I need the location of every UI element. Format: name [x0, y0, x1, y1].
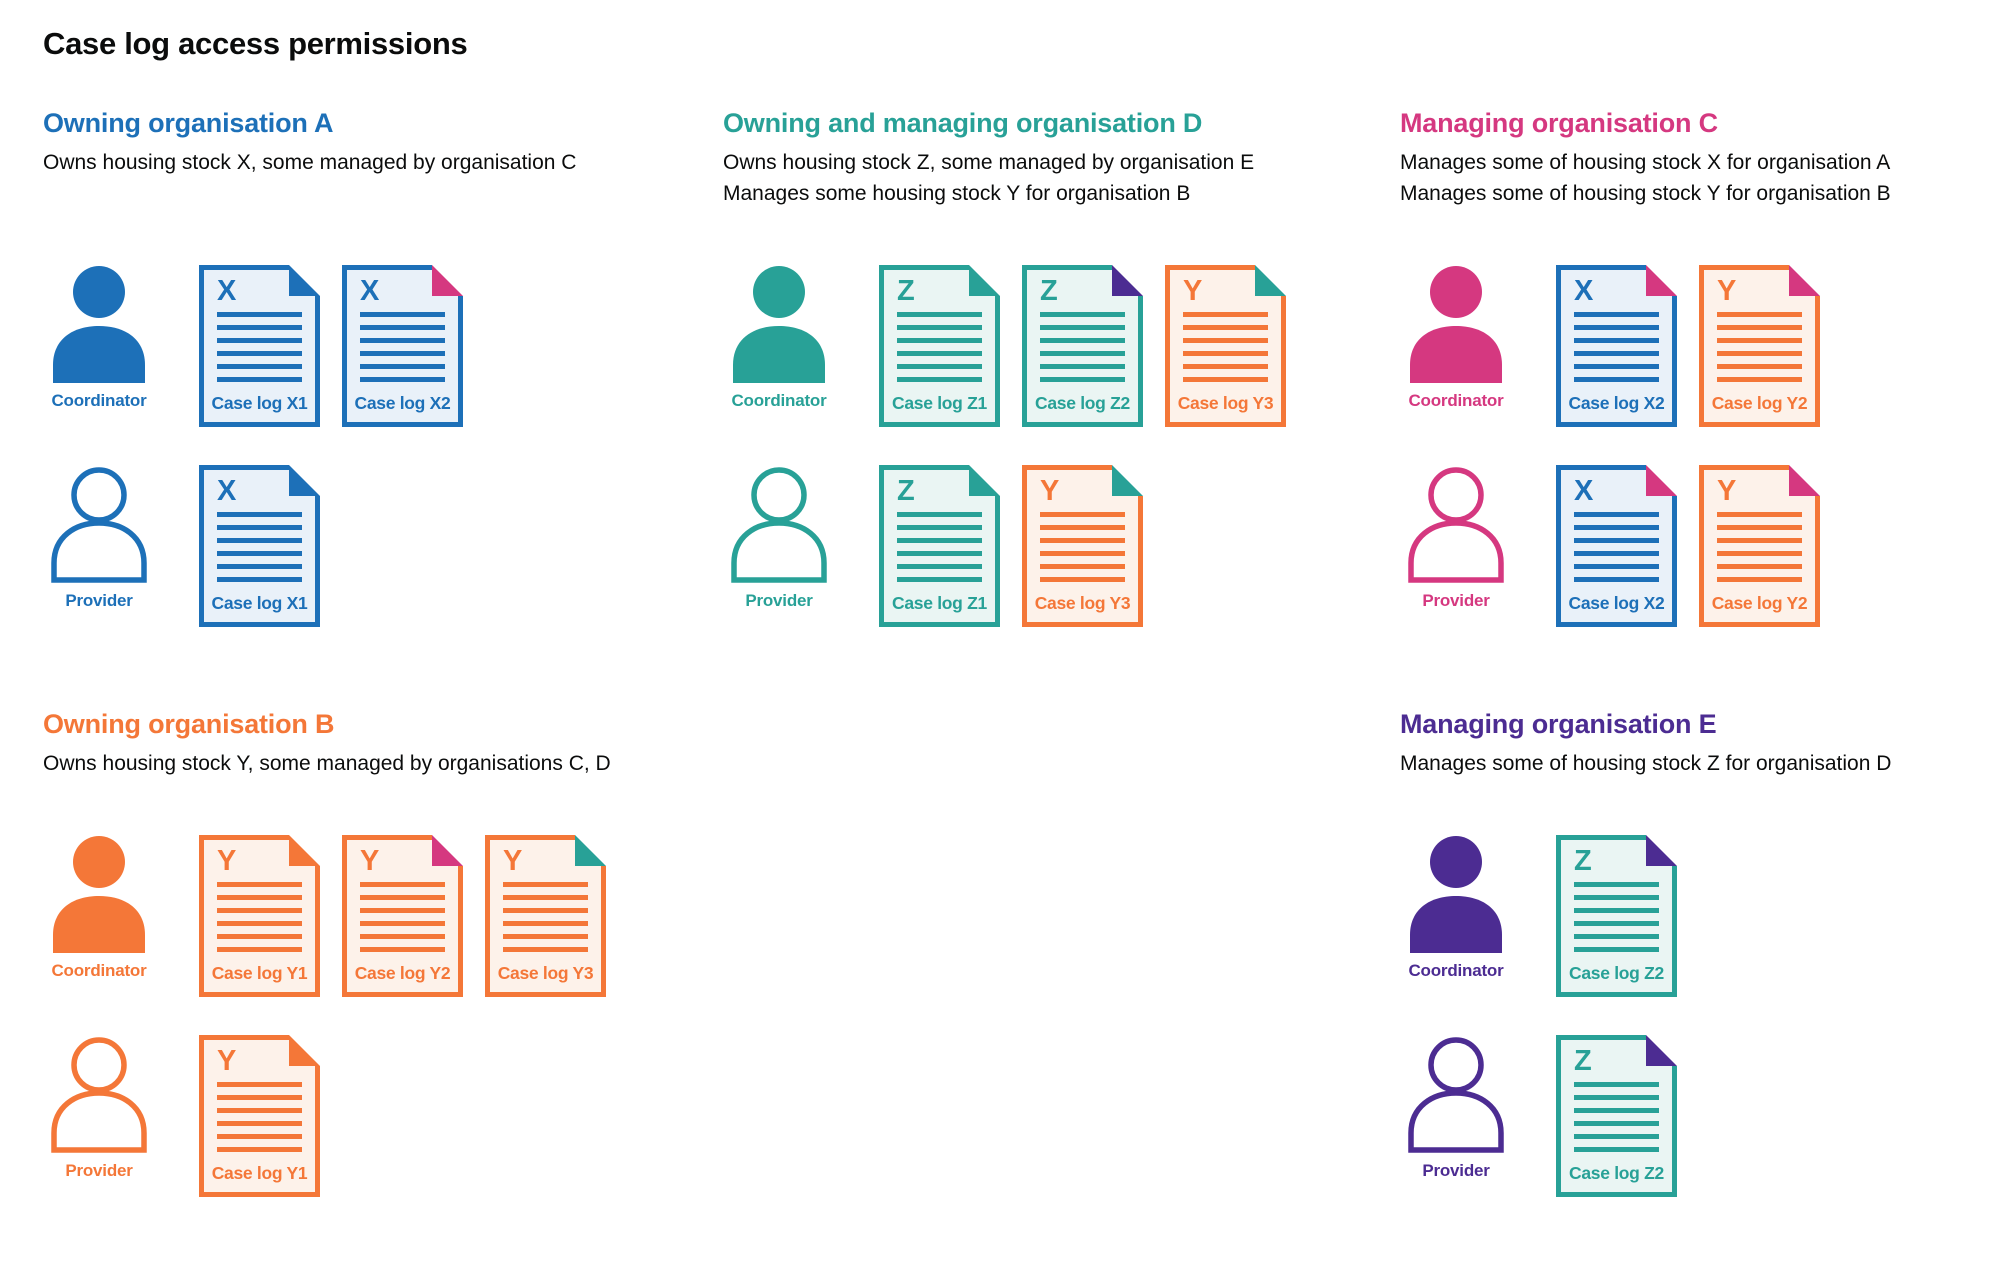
doc-text-line	[897, 538, 982, 543]
role-label: Provider	[1422, 591, 1490, 610]
doc-text-line	[1040, 551, 1125, 556]
section-description	[1400, 748, 2000, 779]
doc-fold-icon	[1112, 465, 1143, 496]
doc-letter: X	[1574, 475, 1594, 507]
role-row-provider	[43, 465, 723, 627]
doc-text-line	[360, 921, 445, 926]
case-log-doc	[1556, 465, 1677, 627]
slot-managing-organisation-e	[1400, 707, 2000, 1197]
doc-text-lines-icon	[1574, 312, 1659, 390]
doc-text-line	[217, 312, 302, 317]
case-log-doc	[879, 265, 1000, 427]
doc-label: Case log Y1	[211, 1163, 308, 1183]
doc-fold-icon	[969, 265, 1000, 296]
doc-text-line	[1183, 338, 1268, 343]
doc-text-line	[1717, 564, 1802, 569]
doc-text-line	[217, 1108, 302, 1113]
doc-text-line	[360, 895, 445, 900]
case-log-doc	[199, 465, 320, 627]
doc-text-line	[1040, 325, 1125, 330]
doc-text-line	[1717, 338, 1802, 343]
role-label: Coordinator	[51, 961, 147, 980]
doc-fold-icon	[289, 1035, 320, 1066]
doc-text-line	[1574, 325, 1659, 330]
doc-label: Case log Y2	[1711, 593, 1808, 613]
doc-text-line	[1040, 338, 1125, 343]
doc-fold-icon	[575, 835, 606, 866]
doc-text-line	[897, 351, 982, 356]
role-label: Coordinator	[51, 391, 147, 410]
doc-text-line	[1574, 1082, 1659, 1087]
slot-owning-organisation-a	[43, 106, 723, 627]
doc-text-lines-icon	[217, 512, 302, 590]
doc-text-line	[897, 577, 982, 582]
section-description-line: Owns housing stock X, some managed by organisation C	[43, 151, 577, 174]
doc-letter: Z	[1574, 845, 1592, 877]
doc-text-line	[1717, 512, 1802, 517]
role-label: Provider	[1422, 1161, 1490, 1180]
doc-text-lines-icon	[503, 882, 588, 960]
doc-text-line	[217, 895, 302, 900]
doc-text-lines-icon	[1717, 312, 1802, 390]
doc-text-lines-icon	[217, 312, 302, 390]
doc-text-line	[1040, 577, 1125, 582]
role-row-provider	[1400, 465, 2000, 627]
doc-text-lines-icon	[897, 512, 982, 590]
doc-text-line	[503, 947, 588, 952]
role-row-coordinator	[723, 265, 1400, 427]
doc-text-line	[1574, 551, 1659, 556]
section-description-line: Owns housing stock Y, some managed by organisations C, D	[43, 752, 611, 775]
doc-text-line	[360, 312, 445, 317]
section-title: Owning organisation A	[43, 108, 334, 138]
doc-text-line	[217, 338, 302, 343]
page-title: Case log access permissions	[43, 26, 468, 61]
doc-text-line	[1040, 377, 1125, 382]
doc-text-line	[217, 525, 302, 530]
doc-text-line	[360, 934, 445, 939]
doc-text-lines-icon	[1574, 512, 1659, 590]
doc-text-line	[217, 364, 302, 369]
doc-text-line	[217, 577, 302, 582]
doc-text-line	[503, 895, 588, 900]
person-icon	[49, 265, 149, 385]
doc-text-line	[217, 351, 302, 356]
doc-text-line	[897, 312, 982, 317]
doc-label: Case log X2	[1568, 393, 1665, 413]
role-row-provider	[43, 1035, 723, 1197]
doc-text-line	[1574, 947, 1659, 952]
doc-text-line	[217, 1121, 302, 1126]
doc-text-line	[217, 538, 302, 543]
case-log-doc	[199, 835, 320, 997]
doc-text-line	[1574, 512, 1659, 517]
doc-text-line	[360, 947, 445, 952]
doc-text-line	[217, 564, 302, 569]
doc-text-line	[1574, 577, 1659, 582]
doc-text-lines-icon	[360, 312, 445, 390]
doc-text-line	[1574, 934, 1659, 939]
doc-text-line	[503, 882, 588, 887]
section-description	[43, 147, 723, 209]
role-label: Coordinator	[1408, 961, 1504, 980]
provider-figure	[43, 1035, 155, 1181]
doc-letter: Y	[217, 1045, 237, 1077]
case-log-doc	[342, 835, 463, 997]
doc-letter: Y	[217, 845, 237, 877]
section-title: Managing organisation C	[1400, 108, 1718, 138]
role-row-coordinator	[43, 835, 723, 997]
doc-fold-icon	[1646, 465, 1677, 496]
doc-letter: Y	[1717, 475, 1737, 507]
coordinator-figure	[43, 265, 155, 411]
slot-managing-organisation-c	[1400, 106, 2000, 627]
doc-text-line	[1717, 312, 1802, 317]
doc-text-lines-icon	[1183, 312, 1268, 390]
doc-text-line	[1040, 312, 1125, 317]
doc-text-line	[503, 908, 588, 913]
doc-fold-icon	[432, 265, 463, 296]
doc-text-line	[897, 564, 982, 569]
doc-text-line	[360, 338, 445, 343]
doc-text-lines-icon	[1574, 1082, 1659, 1160]
doc-text-line	[360, 908, 445, 913]
doc-text-line	[897, 377, 982, 382]
sections-grid	[43, 106, 2000, 1197]
doc-text-line	[1574, 1147, 1659, 1152]
doc-text-line	[1574, 1134, 1659, 1139]
role-row-coordinator	[1400, 265, 2000, 427]
section-description-line: Manages some of housing stock X for organisation A	[1400, 151, 1891, 174]
doc-text-line	[360, 882, 445, 887]
section-title: Managing organisation E	[1400, 709, 1717, 739]
doc-letter: X	[217, 275, 237, 307]
provider-figure	[723, 465, 835, 611]
doc-text-line	[1717, 525, 1802, 530]
doc-label: Case log Z2	[1035, 393, 1130, 413]
doc-text-line	[1574, 351, 1659, 356]
doc-letter: Y	[1183, 275, 1203, 307]
doc-fold-icon	[432, 835, 463, 866]
doc-text-line	[1183, 364, 1268, 369]
doc-fold-icon	[1789, 265, 1820, 296]
case-log-doc	[1556, 835, 1677, 997]
section-owning-organisation-a	[43, 106, 723, 627]
doc-letter: Z	[1040, 275, 1058, 307]
doc-label: Case log Y3	[1034, 593, 1131, 613]
doc-text-line	[217, 921, 302, 926]
doc-text-line	[1574, 338, 1659, 343]
coordinator-figure	[43, 835, 155, 981]
doc-text-line	[360, 351, 445, 356]
role-row-provider	[1400, 1035, 2000, 1197]
section-title: Owning and managing organisation D	[723, 108, 1203, 138]
person-icon	[49, 465, 149, 585]
doc-text-line	[217, 947, 302, 952]
doc-label: Case log X2	[354, 393, 451, 413]
doc-text-line	[1717, 551, 1802, 556]
doc-letter: Y	[360, 845, 380, 877]
doc-letter: Z	[897, 475, 915, 507]
doc-text-line	[217, 1147, 302, 1152]
coordinator-figure	[1400, 835, 1512, 981]
person-icon	[1406, 465, 1506, 585]
slot-owning-organisation-b	[43, 707, 723, 1197]
doc-text-line	[1040, 512, 1125, 517]
doc-text-line	[1574, 364, 1659, 369]
doc-label: Case log X2	[1568, 593, 1665, 613]
doc-text-line	[1574, 538, 1659, 543]
section-owning-and-managing-organisation-d	[723, 106, 1400, 627]
doc-text-line	[897, 525, 982, 530]
role-label: Provider	[65, 591, 133, 610]
person-icon	[49, 1035, 149, 1155]
case-log-doc	[1556, 1035, 1677, 1197]
doc-text-line	[1717, 364, 1802, 369]
case-log-doc	[485, 835, 606, 997]
person-icon	[49, 835, 149, 955]
doc-text-line	[1040, 538, 1125, 543]
doc-text-line	[1574, 1095, 1659, 1100]
doc-fold-icon	[289, 265, 320, 296]
section-description-line: Owns housing stock Z, some managed by organisation E	[723, 151, 1255, 174]
case-log-doc	[1022, 265, 1143, 427]
case-log-doc	[342, 265, 463, 427]
doc-text-line	[1574, 564, 1659, 569]
doc-text-line	[360, 377, 445, 382]
doc-label: Case log Z2	[1569, 1163, 1664, 1183]
case-log-doc	[1699, 465, 1820, 627]
doc-letter: X	[360, 275, 380, 307]
doc-text-line	[897, 551, 982, 556]
doc-text-lines-icon	[1040, 312, 1125, 390]
doc-text-line	[897, 338, 982, 343]
doc-letter: X	[1574, 275, 1594, 307]
doc-text-line	[1183, 312, 1268, 317]
doc-label: Case log X1	[211, 593, 308, 613]
doc-label: Case log Y2	[1711, 393, 1808, 413]
doc-text-line	[217, 551, 302, 556]
doc-text-line	[1040, 564, 1125, 569]
doc-text-line	[503, 934, 588, 939]
role-label: Provider	[745, 591, 813, 610]
section-description	[43, 748, 723, 779]
case-log-doc	[1556, 265, 1677, 427]
case-log-doc	[199, 265, 320, 427]
doc-text-line	[217, 377, 302, 382]
doc-text-lines-icon	[897, 312, 982, 390]
doc-text-line	[1717, 351, 1802, 356]
doc-fold-icon	[1646, 835, 1677, 866]
doc-text-line	[217, 882, 302, 887]
doc-text-line	[1183, 325, 1268, 330]
doc-text-line	[1574, 882, 1659, 887]
coordinator-figure	[1400, 265, 1512, 411]
doc-text-line	[1574, 895, 1659, 900]
doc-text-line	[217, 1082, 302, 1087]
doc-label: Case log Z1	[892, 593, 987, 613]
doc-fold-icon	[289, 465, 320, 496]
role-row-coordinator	[1400, 835, 2000, 997]
doc-text-lines-icon	[217, 1082, 302, 1160]
doc-text-line	[217, 908, 302, 913]
doc-text-line	[1717, 377, 1802, 382]
person-icon	[729, 265, 829, 385]
case-log-doc	[879, 465, 1000, 627]
doc-label: Case log Z1	[892, 393, 987, 413]
doc-text-line	[217, 1134, 302, 1139]
doc-fold-icon	[1112, 265, 1143, 296]
person-icon	[1406, 1035, 1506, 1155]
doc-label: Case log Y1	[211, 963, 308, 983]
doc-fold-icon	[1255, 265, 1286, 296]
case-log-doc	[1699, 265, 1820, 427]
doc-text-lines-icon	[217, 882, 302, 960]
doc-fold-icon	[1646, 265, 1677, 296]
doc-text-line	[1574, 908, 1659, 913]
doc-label: Case log Y3	[1177, 393, 1274, 413]
doc-text-line	[1574, 312, 1659, 317]
doc-text-line	[217, 934, 302, 939]
doc-letter: Z	[1574, 1045, 1592, 1077]
role-label: Coordinator	[1408, 391, 1504, 410]
doc-text-line	[217, 1095, 302, 1100]
doc-text-line	[1574, 1108, 1659, 1113]
doc-text-line	[1717, 325, 1802, 330]
section-description-line: Manages some of housing stock Y for organisation B	[1400, 182, 1891, 205]
doc-label: Case log Y3	[497, 963, 594, 983]
doc-text-line	[217, 325, 302, 330]
section-description	[723, 147, 1400, 209]
section-managing-organisation-c	[1400, 106, 2000, 627]
role-label: Coordinator	[731, 391, 827, 410]
case-log-doc	[1165, 265, 1286, 427]
section-description-line: Manages some housing stock Y for organisation B	[723, 182, 1191, 205]
doc-text-line	[1717, 577, 1802, 582]
doc-fold-icon	[1646, 1035, 1677, 1066]
doc-fold-icon	[1789, 465, 1820, 496]
doc-text-lines-icon	[1717, 512, 1802, 590]
doc-text-line	[360, 325, 445, 330]
doc-label: Case log Y2	[354, 963, 451, 983]
section-title: Owning organisation B	[43, 709, 335, 739]
person-icon	[729, 465, 829, 585]
doc-fold-icon	[289, 835, 320, 866]
doc-text-line	[360, 364, 445, 369]
doc-text-line	[1717, 538, 1802, 543]
section-description	[1400, 147, 2000, 209]
provider-figure	[1400, 465, 1512, 611]
person-icon	[1406, 265, 1506, 385]
doc-text-line	[503, 921, 588, 926]
coordinator-figure	[723, 265, 835, 411]
doc-letter: X	[217, 475, 237, 507]
doc-text-line	[1040, 525, 1125, 530]
doc-text-line	[897, 512, 982, 517]
doc-text-line	[897, 325, 982, 330]
slot-owning-and-managing-organisation-d	[723, 106, 1400, 627]
doc-text-lines-icon	[360, 882, 445, 960]
doc-text-line	[1574, 377, 1659, 382]
doc-letter: Z	[897, 275, 915, 307]
doc-text-lines-icon	[1574, 882, 1659, 960]
doc-text-line	[1040, 364, 1125, 369]
role-row-coordinator	[43, 265, 723, 427]
doc-fold-icon	[969, 465, 1000, 496]
doc-letter: Y	[1040, 475, 1060, 507]
doc-text-line	[1574, 1121, 1659, 1126]
role-row-provider	[723, 465, 1400, 627]
doc-text-line	[1183, 351, 1268, 356]
section-managing-organisation-e	[1400, 707, 2000, 1197]
doc-label: Case log X1	[211, 393, 308, 413]
doc-text-line	[1040, 351, 1125, 356]
doc-text-line	[897, 364, 982, 369]
doc-text-line	[1574, 921, 1659, 926]
section-description-line: Manages some of housing stock Z for organisation D	[1400, 752, 1892, 775]
role-label: Provider	[65, 1161, 133, 1180]
case-log-doc	[1022, 465, 1143, 627]
doc-text-line	[1574, 525, 1659, 530]
doc-text-line	[217, 512, 302, 517]
person-icon	[1406, 835, 1506, 955]
section-owning-organisation-b	[43, 707, 723, 1197]
provider-figure	[43, 465, 155, 611]
provider-figure	[1400, 1035, 1512, 1181]
doc-letter: Y	[1717, 275, 1737, 307]
doc-label: Case log Z2	[1569, 963, 1664, 983]
doc-text-lines-icon	[1040, 512, 1125, 590]
doc-text-line	[1183, 377, 1268, 382]
case-log-doc	[199, 1035, 320, 1197]
doc-letter: Y	[503, 845, 523, 877]
